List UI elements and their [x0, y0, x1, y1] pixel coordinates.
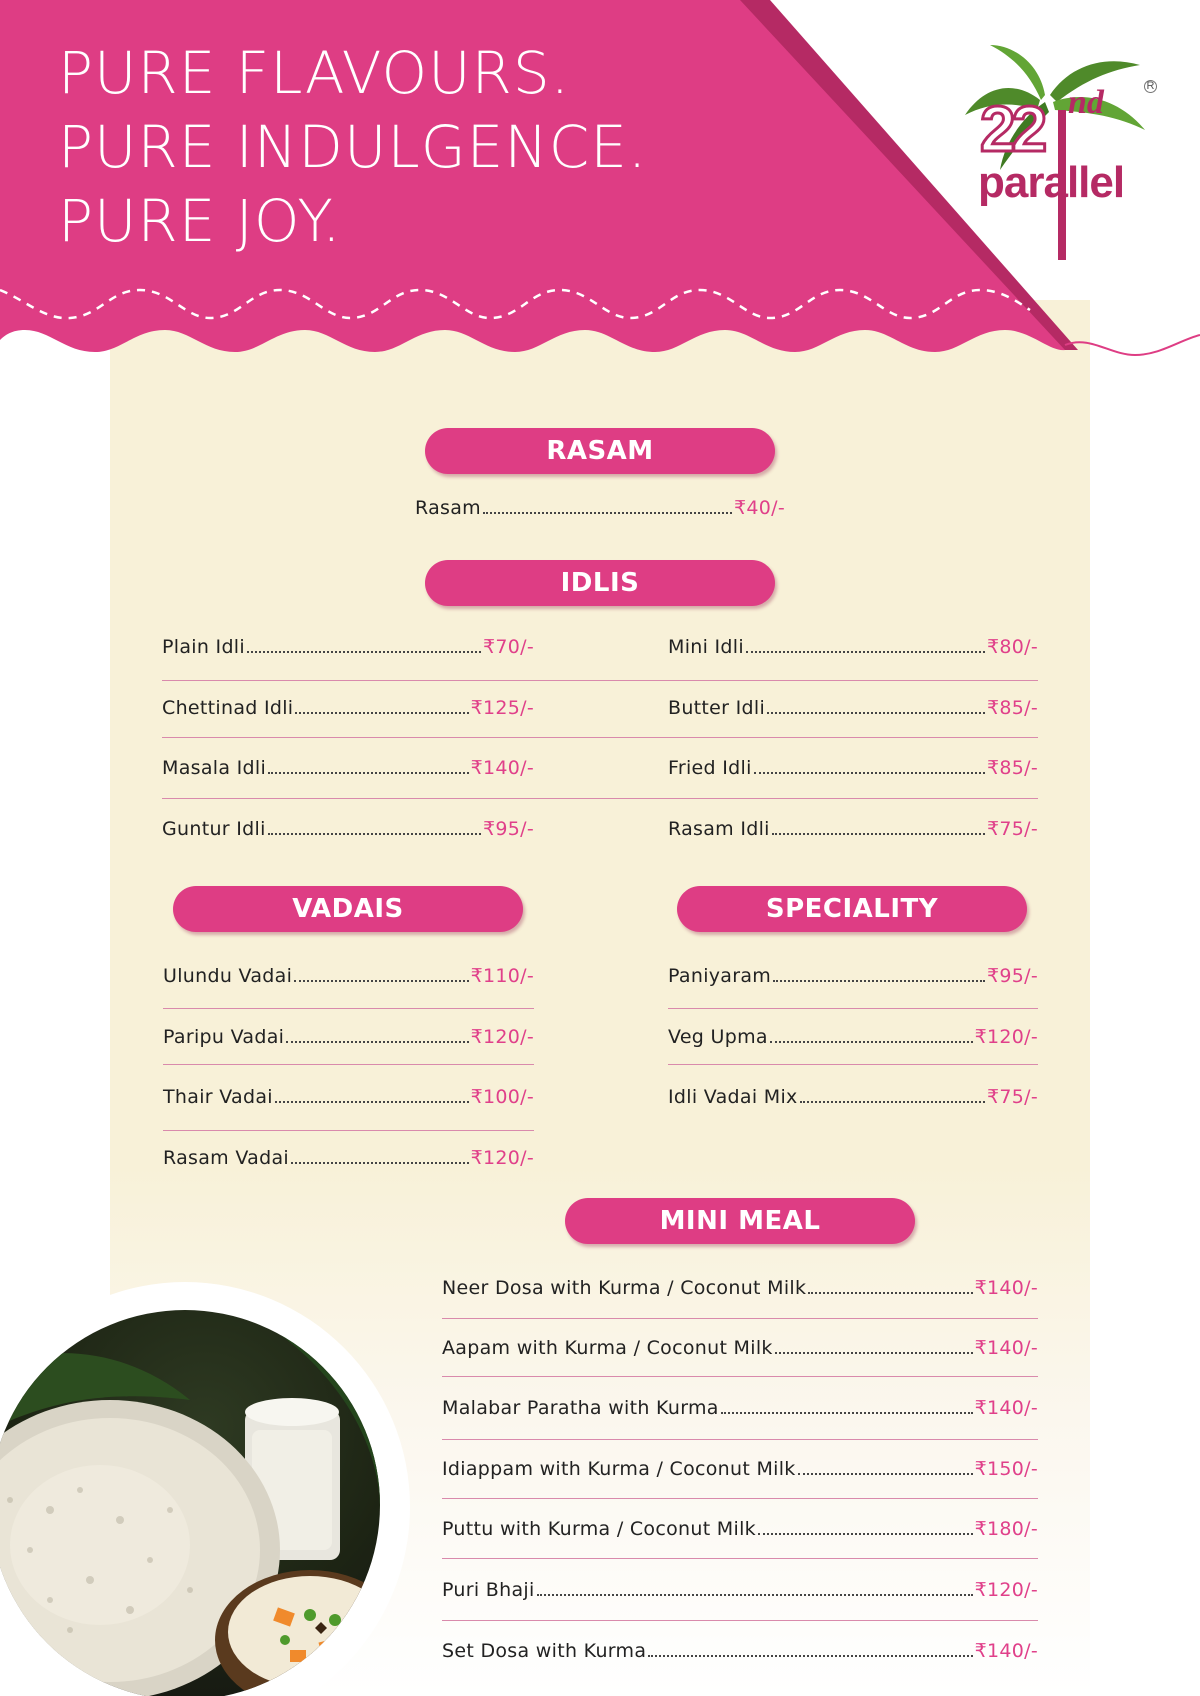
item-name: Masala Idli	[162, 757, 267, 779]
item-price: ₹75/-	[986, 1086, 1038, 1108]
menu-item-aapam	[442, 1337, 1038, 1359]
leader-dots	[483, 512, 732, 514]
leader-dots	[758, 1533, 973, 1535]
section-header-rasam: RASAM	[425, 428, 775, 474]
leader-dots	[294, 980, 468, 982]
leader-dots	[772, 833, 985, 835]
divider	[668, 1008, 1038, 1009]
divider	[442, 1376, 1038, 1377]
item-name: Puri Bhaji	[442, 1579, 535, 1601]
item-price: ₹140/-	[974, 1277, 1038, 1299]
item-price: ₹110/-	[470, 965, 534, 987]
menu-item-rasam	[415, 497, 785, 519]
menu-item-set-dosa	[442, 1640, 1038, 1662]
palm-tree-icon	[945, 40, 1165, 260]
menu-item-idiappam	[442, 1458, 1038, 1480]
item-name: Rasam	[415, 497, 481, 519]
leader-dots	[537, 1594, 973, 1596]
section-header-idlis: IDLIS	[425, 560, 775, 606]
item-name: Ulundu Vadai	[163, 965, 293, 987]
menu-item-rasam-vadai	[163, 1147, 534, 1169]
menu-item-idli-vadai-mix	[668, 1086, 1038, 1108]
menu-item-guntur-idli	[162, 818, 534, 840]
item-name: Thair Vadai	[163, 1086, 273, 1108]
leader-dots	[770, 1041, 973, 1043]
leader-dots	[286, 1041, 468, 1043]
section-header-vadais: VADAIS	[173, 886, 523, 932]
leader-dots	[767, 712, 985, 714]
leader-dots	[721, 1412, 973, 1414]
divider	[162, 680, 1038, 681]
item-name: Paniyaram	[668, 965, 772, 987]
divider	[162, 798, 1038, 799]
item-name: Idli Vadai Mix	[668, 1086, 798, 1108]
menu-item-thair-vadai	[163, 1086, 534, 1108]
leader-dots	[247, 651, 481, 653]
section-header-mini-meal: MINI MEAL	[565, 1198, 915, 1244]
item-price: ₹70/-	[482, 636, 534, 658]
leader-dots	[775, 1352, 973, 1354]
registered-mark-icon: R	[1144, 80, 1157, 93]
menu-item-paripu-vadai	[163, 1026, 534, 1048]
item-name: Set Dosa with Kurma	[442, 1640, 647, 1662]
divider	[163, 1064, 534, 1065]
item-price: ₹120/-	[470, 1026, 534, 1048]
item-price: ₹120/-	[974, 1026, 1038, 1048]
item-price: ₹140/-	[974, 1337, 1038, 1359]
leader-dots	[295, 712, 468, 714]
menu-item-puri-bhaji	[442, 1579, 1038, 1601]
item-name: Veg Upma	[668, 1026, 768, 1048]
item-price: ₹140/-	[974, 1640, 1038, 1662]
menu-item-ulundu-vadai	[163, 965, 534, 987]
item-name: Puttu with Kurma / Coconut Milk	[442, 1518, 756, 1540]
menu-item-fried-idli	[668, 757, 1038, 779]
leader-dots	[798, 1473, 973, 1475]
menu-item-neer-dosa	[442, 1277, 1038, 1299]
tagline-line-2: PURE INDULGENCE.	[58, 113, 648, 181]
item-name: Mini Idli	[668, 636, 744, 658]
item-name: Idiappam with Kurma / Coconut Milk	[442, 1458, 796, 1480]
item-price: ₹80/-	[986, 636, 1038, 658]
item-price: ₹85/-	[986, 697, 1038, 719]
menu-item-rasam-idli	[668, 818, 1038, 840]
menu-item-mini-idli	[668, 636, 1038, 658]
leader-dots	[800, 1101, 985, 1103]
tagline-line-1: PURE FLAVOURS.	[58, 39, 571, 107]
logo-superscript: nd	[1068, 84, 1104, 121]
item-price: ₹75/-	[986, 818, 1038, 840]
leader-dots	[773, 980, 985, 982]
menu-item-paniyaram	[668, 965, 1038, 987]
item-price: ₹95/-	[986, 965, 1038, 987]
item-name: Rasam Vadai	[163, 1147, 289, 1169]
divider	[442, 1318, 1038, 1319]
menu-item-masala-idli	[162, 757, 534, 779]
logo-wordmark: parallel	[978, 158, 1125, 207]
item-price: ₹125/-	[470, 697, 534, 719]
logo-number: 22	[980, 93, 1044, 165]
tagline	[58, 36, 647, 258]
leader-dots	[648, 1655, 972, 1657]
menu-item-puttu	[442, 1518, 1038, 1540]
item-name: Fried Idli	[668, 757, 752, 779]
item-name: Malabar Paratha with Kurma	[442, 1397, 719, 1419]
item-name: Paripu Vadai	[163, 1026, 285, 1048]
section-header-speciality: SPECIALITY	[677, 886, 1027, 932]
item-name: Rasam Idli	[668, 818, 770, 840]
item-price: ₹100/-	[470, 1086, 534, 1108]
menu-item-chettinad-idli	[162, 697, 534, 719]
item-price: ₹120/-	[974, 1579, 1038, 1601]
item-price: ₹140/-	[470, 757, 534, 779]
item-name: Plain Idli	[162, 636, 245, 658]
appam-with-stew-photo	[0, 1310, 380, 1696]
item-name: Neer Dosa with Kurma / Coconut Milk	[442, 1277, 807, 1299]
item-price: ₹95/-	[482, 818, 534, 840]
item-name: Chettinad Idli	[162, 697, 294, 719]
divider	[442, 1620, 1038, 1621]
leader-dots	[291, 1162, 469, 1164]
menu-item-butter-idli	[668, 697, 1038, 719]
item-price: ₹140/-	[974, 1397, 1038, 1419]
item-price: ₹180/-	[974, 1518, 1038, 1540]
leader-dots	[268, 772, 469, 774]
menu-item-plain-idli	[162, 636, 534, 658]
item-name: Butter Idli	[668, 697, 766, 719]
tagline-line-3: PURE JOY.	[58, 187, 342, 255]
menu-item-veg-upma	[668, 1026, 1038, 1048]
divider	[162, 737, 1038, 738]
divider	[163, 1008, 534, 1009]
divider	[442, 1439, 1038, 1440]
item-name: Aapam with Kurma / Coconut Milk	[442, 1337, 773, 1359]
divider	[442, 1558, 1038, 1559]
item-price: ₹150/-	[974, 1458, 1038, 1480]
item-price: ₹85/-	[986, 757, 1038, 779]
leader-dots	[808, 1292, 972, 1294]
leader-dots	[754, 772, 985, 774]
leader-dots	[746, 651, 985, 653]
leader-dots	[275, 1101, 469, 1103]
divider	[163, 1130, 534, 1131]
item-name: Guntur Idli	[162, 818, 266, 840]
menu-item-malabar-paratha	[442, 1397, 1038, 1419]
item-price: ₹40/-	[733, 497, 785, 519]
leader-dots	[268, 833, 481, 835]
divider	[442, 1498, 1038, 1499]
divider	[668, 1064, 1038, 1065]
item-price: ₹120/-	[470, 1147, 534, 1169]
